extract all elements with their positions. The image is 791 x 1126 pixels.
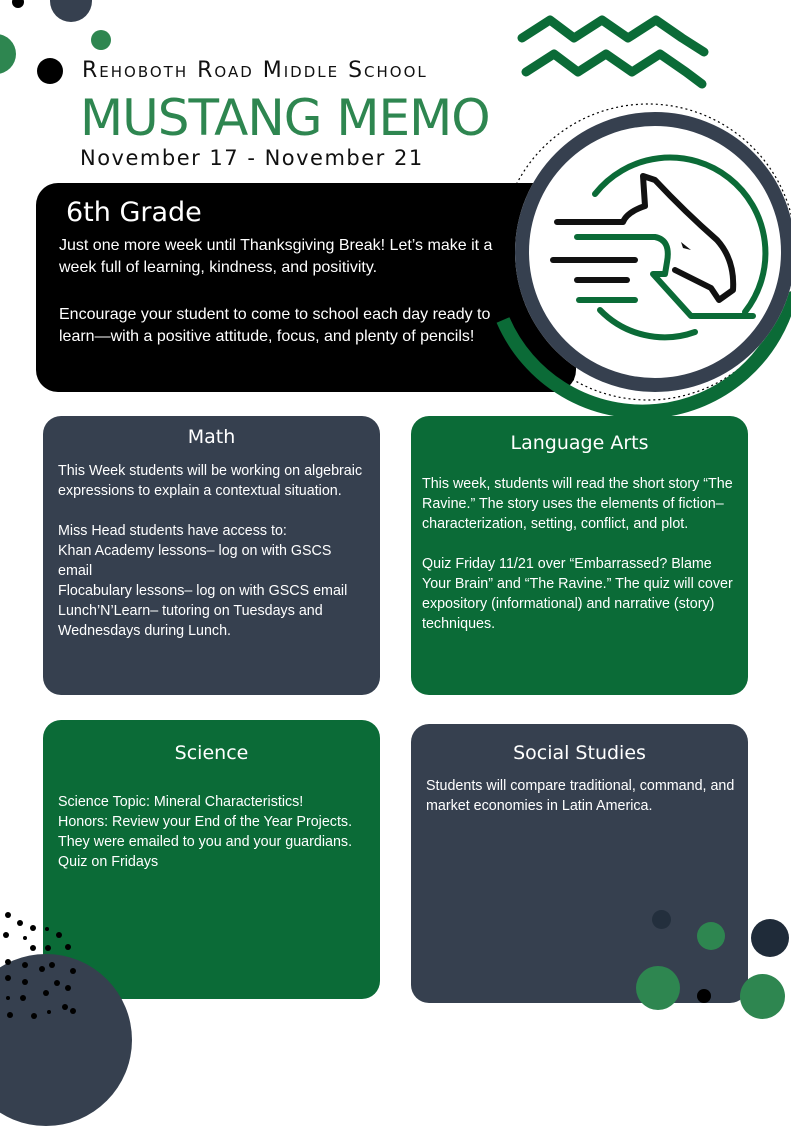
decor-dot — [751, 919, 789, 957]
decor-dot — [636, 966, 680, 1010]
math-line: Flocabulary lessons– log on with GSCS email — [58, 583, 348, 599]
social-studies-card — [411, 724, 748, 1003]
decor-dot — [740, 974, 785, 1019]
science-card — [43, 720, 380, 999]
math-line: Lunch’N’Learn– tutoring on Tuesdays and Wednesdays during Lunch. — [58, 603, 323, 639]
math-line: Miss Head students have access to: — [58, 523, 287, 539]
mustang-logo-icon — [495, 92, 791, 422]
decor-dot — [697, 989, 711, 1003]
school-name: Rehoboth Road Middle School — [82, 58, 428, 83]
grade-title: 6th Grade — [66, 197, 202, 228]
language-arts-paragraph: Quiz Friday 11/21 over “Embarrassed? Blame Your Brain” and “The Ravine.” The quiz will cover expository (informational) and narrative (story) techniques. — [422, 556, 733, 632]
science-line: Honors: Review your End of the Year Projects. They were emailed to you and your guardians. — [58, 814, 353, 850]
science-line: Science Topic: Mineral Characteristics! — [58, 794, 304, 810]
decor-dot — [50, 0, 92, 22]
math-line: Khan Academy lessons– log on with GSCS email — [58, 543, 332, 579]
math-title: Math — [187, 426, 236, 448]
newsletter-title: MUSTANG MEMO — [80, 89, 490, 147]
decor-dot — [12, 0, 24, 8]
decor-dot — [91, 30, 111, 50]
decor-dot — [0, 34, 16, 74]
math-paragraph: This Week students will be working on algebraic expressions to explain a contextual situation. — [58, 463, 363, 499]
math-card — [43, 416, 380, 695]
science-title: Science — [174, 742, 249, 764]
intro-paragraph: Encourage your student to come to school each day ready to learn—with a positive attitude, focus, and plenty of pencils! — [59, 306, 491, 345]
zigzag-decoration-icon — [510, 8, 710, 98]
social-studies-paragraph: Students will compare traditional, command, and market economies in Latin America. — [426, 778, 735, 814]
decor-dot — [697, 922, 725, 950]
language-arts-card — [411, 416, 748, 695]
social-studies-title: Social Studies — [513, 742, 646, 764]
science-line: Quiz on Fridays — [58, 854, 159, 870]
language-arts-paragraph: This week, students will read the short story “The Ravine.” The story uses the elements of fiction– characterization, setting, conflict, and plot. — [422, 476, 733, 532]
language-arts-title: Language Arts — [510, 432, 649, 454]
decor-dot — [37, 58, 63, 84]
date-range: November 17 - November 21 — [80, 146, 424, 170]
dot-pattern-icon — [0, 908, 80, 1024]
intro-paragraph: Just one more week until Thanksgiving Break! Let’s make it a week full of learning, kindness, and positivity. — [59, 237, 493, 276]
decor-dot — [652, 910, 671, 929]
